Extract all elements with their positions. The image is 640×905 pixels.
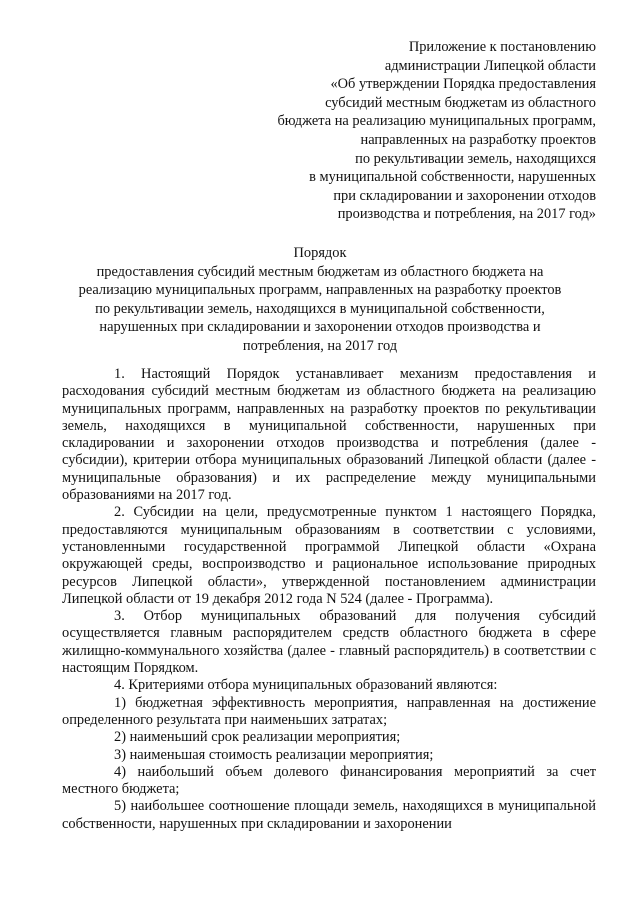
title-line: нарушенных при складировании и захоронении отходов производства и: [99, 319, 541, 336]
appendix-line: по рекультивации земель, находящихся: [355, 150, 596, 167]
appendix-line: «Об утверждении Порядка предоставления: [330, 76, 596, 93]
criterion-4: 4) наибольший объем долевого финансирования мероприятий за счет местного бюджета;: [62, 763, 596, 798]
paragraph-1: 1. Настоящий Порядок устанавливает механизм предоставления и расходования субсидий местным бюджетам из областного бюджета на реализацию муниципальных программ, направленных на разработку проектов по рекультивации земель, находящихся в муниципальной собственности, нарушенных при складировании и захоронении отходов производства и потребления (далее - субсидии), критерии отбора муниципальных образований Липецкой области (далее - муниципальные образования) и их распределение между муниципальными образованиями на 2017 год.: [62, 366, 596, 504]
criterion-5: 5) наибольшее соотношение площади земель, находящихся в муниципальной собственности, нарушенных при складировании и захоронении: [62, 798, 596, 832]
appendix-line: администрации Липецкой области: [384, 57, 596, 74]
title-heading: Порядок: [293, 245, 347, 261]
paragraph-3: 3. Отбор муниципальных образований для получения субсидий осуществляется главным распорядителем средств областного бюджета в сфере жилищно-коммунального хозяйства (далее - главный распорядитель) в соответствии с настоящим Порядком.: [62, 608, 596, 677]
appendix-line: в муниципальной собственности, нарушенных: [309, 169, 596, 186]
criterion-3: 3) наименьшая стоимость реализации мероприятия;: [114, 746, 434, 763]
paragraph-4: 4. Критериями отбора муниципальных образований являются:: [114, 677, 498, 694]
appendix-line: бюджета на реализацию муниципальных программ,: [277, 113, 596, 130]
title-line: предоставления субсидий местным бюджетам из областного бюджета на: [96, 263, 544, 280]
title-line: реализацию муниципальных программ, направленных на разработку проектов: [78, 282, 562, 299]
criterion-1: 1) бюджетная эффективность мероприятия, направленная на достижение определенного результата при наименьших затратах;: [62, 694, 596, 728]
document-title: [60, 244, 580, 356]
document-body: [62, 366, 596, 833]
paragraph-2: 2. Субсидии на цели, предусмотренные пунктом 1 настоящего Порядка, предоставляются муниципальным образованиям в соответствии с условиями, установленными государственной программой Липецкой области «Охрана окружающей среды, воспроизводство и рациональное использование природных ресурсов Липецкой области», утвержденной постановлением администрации Липецкой области от 19 декабря 2012 года N 524 (далее - Программа).: [62, 504, 596, 607]
appendix-line: производства и потребления, на 2017 год»: [337, 206, 596, 223]
appendix-line: направленных на разработку проектов: [360, 131, 596, 148]
appendix-line: субсидий местным бюджетам из областного: [325, 94, 596, 111]
criterion-2: 2) наименьший срок реализации мероприятия;: [114, 729, 401, 746]
appendix-line: Приложение к постановлению: [408, 39, 596, 55]
title-line: потребления, на 2017 год: [242, 337, 398, 354]
appendix-line: при складировании и захоронении отходов: [333, 187, 596, 204]
title-line: по рекультивации земель, находящихся в муниципальной собственности,: [95, 300, 545, 317]
appendix-header: [236, 38, 596, 224]
